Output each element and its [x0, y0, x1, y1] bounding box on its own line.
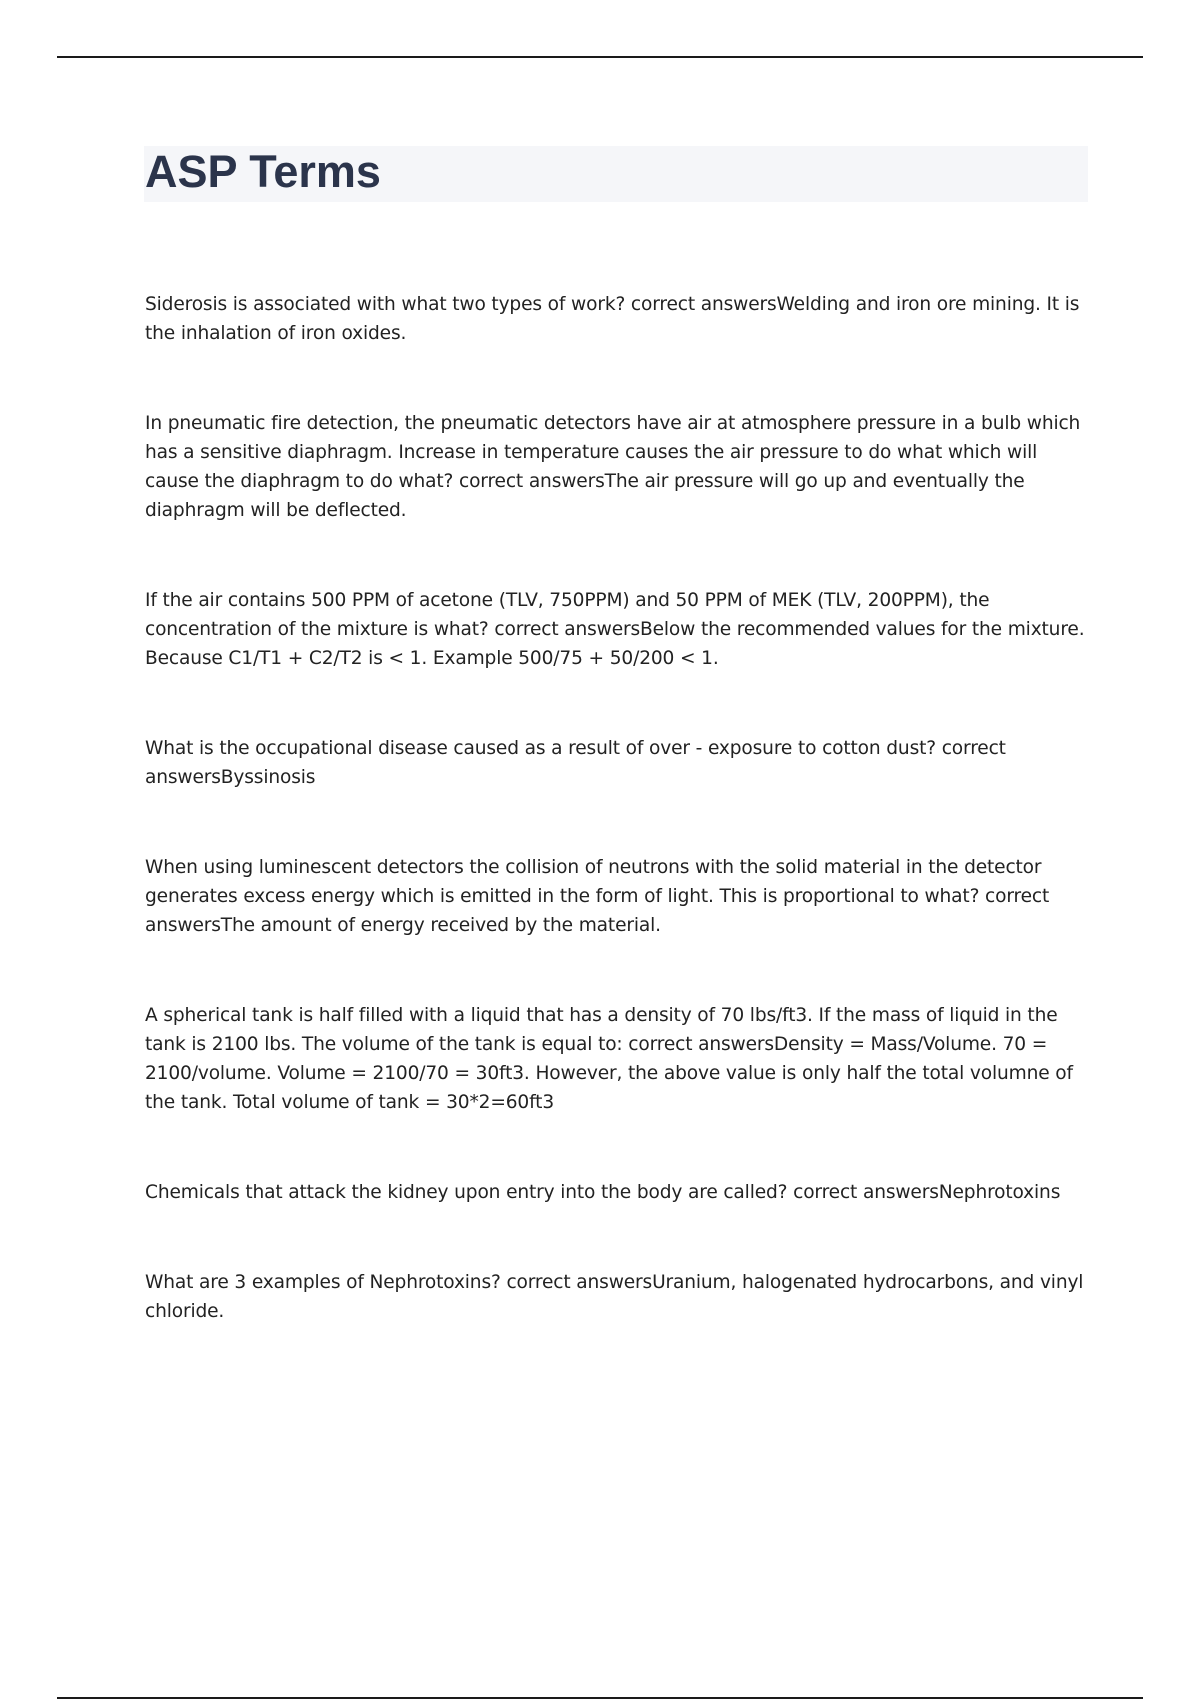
page-title: ASP Terms — [145, 146, 381, 197]
qa-list — [145, 290, 1090, 1326]
qa-item-5: When using luminescent detectors the collision of neutrons with the solid material in the detector generates excess energy which is emitted in the form of light. This is proportional to what? correct answersThe amount of energy received by the material. — [145, 857, 1050, 936]
qa-item-6: A spherical tank is half filled with a liquid that has a density of 70 lbs/ft3. If the mass of liquid in the tank is 2100 lbs. The volume of the tank is equal to: correct answersDensity = Mass/Volume. 70 = 2100/volume. Volume = 2100/70 = 30ft3. However, the above value is only half the total volumne of the tank. Total volume of tank = 30*2=60ft3 — [145, 1005, 1073, 1113]
top-rule — [57, 56, 1143, 58]
qa-item-1: Siderosis is associated with what two types of work? correct answersWelding and iron ore mining. It is the inhalation of iron oxides. — [145, 294, 1080, 344]
bottom-rule — [57, 1697, 1143, 1699]
qa-item-2: In pneumatic fire detection, the pneumatic detectors have air at atmosphere pressure in a bulb which has a sensitive diaphragm. Increase in temperature causes the air pressure to do what which will cause the diaphragm to do what? correct answersThe air pressure will go up and eventually the diaphragm will be deflected. — [145, 413, 1081, 521]
qa-item-8: What are 3 examples of Nephrotoxins? correct answersUranium, halogenated hydrocarbons, and vinyl chloride. — [145, 1272, 1084, 1322]
qa-item-7: Chemicals that attack the kidney upon entry into the body are called? correct answersNephrotoxins — [145, 1182, 1061, 1203]
qa-item-4: What is the occupational disease caused as a result of over - exposure to cotton dust? correct answersByssinosis — [145, 738, 1006, 788]
qa-item-3: If the air contains 500 PPM of acetone (TLV, 750PPM) and 50 PPM of MEK (TLV, 200PPM), the concentration of the mixture is what? correct answersBelow the recommended values for the mixture. Because C1/T1 + C2/T2 is < 1. Example 500/75 + 50/200 < 1. — [145, 590, 1085, 669]
